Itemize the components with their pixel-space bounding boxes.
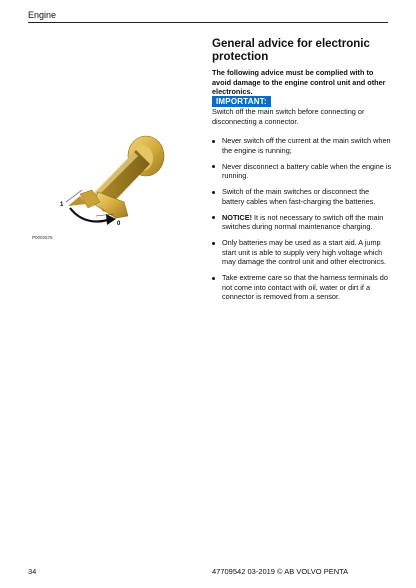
bullet-icon: [212, 165, 215, 168]
bullet-icon: [212, 277, 215, 280]
section-title: General advice for electronic protection: [212, 38, 370, 63]
advice-list: [212, 136, 392, 308]
list-item: [212, 238, 392, 267]
list-item-text: Never switch off the current at the main switch when the engine is running;: [222, 136, 391, 155]
list-item-text: Take extreme care so that the harness terminals do not come into contact with oil, water or dirt if a connector is removed from a sensor.: [222, 273, 388, 301]
list-item: [212, 213, 392, 232]
document-footer: 47709542 03-2019 © AB VOLVO PENTA: [212, 567, 349, 576]
list-item: [212, 187, 392, 206]
switch-position-on-label: 1: [60, 202, 64, 208]
main-switch-illustration: [28, 120, 198, 240]
bullet-icon: [212, 242, 215, 245]
list-item-prefix: NOTICE!: [222, 212, 252, 222]
header-rule: [28, 22, 388, 23]
list-item-text: It is not necessary to switch off the main switches during normal maintenance charging.: [222, 212, 384, 231]
list-item-text: Switch of the main switches or disconnect the battery cables when fast-charging the batteries.: [222, 187, 376, 206]
bullet-icon: [212, 216, 215, 219]
important-text: Switch off the main switch before connecting or disconnecting a connector.: [212, 107, 365, 126]
page-number: 34: [28, 567, 37, 576]
list-item: [212, 273, 392, 302]
list-item: [212, 162, 392, 181]
bullet-icon: [212, 140, 215, 143]
list-item-text: Never disconnect a battery cable when the engine is running.: [222, 161, 392, 180]
figure-reference: P0002576: [32, 235, 53, 240]
bullet-icon: [212, 191, 215, 194]
section-intro: The following advice must be complied with to avoid damage to the engine control unit and other electronics.: [212, 68, 386, 96]
page-header-title: Engine: [28, 10, 57, 20]
list-item: [212, 136, 392, 155]
list-item-text: Only batteries may be used as a start aid. A jump start unit is able to supply very high voltage which may damage the control unit and other electronics.: [222, 238, 386, 266]
switch-position-off-label: 0: [117, 221, 121, 227]
important-badge: IMPORTANT:: [212, 96, 271, 107]
